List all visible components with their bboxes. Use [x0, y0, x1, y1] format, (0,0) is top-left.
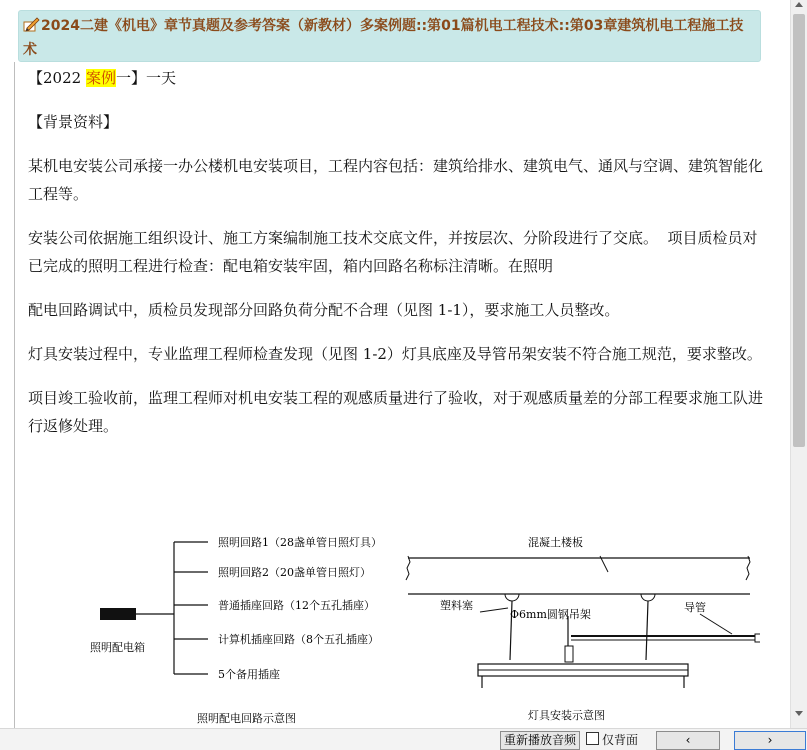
replay-audio-button[interactable]: 重新播放音频 [500, 731, 580, 750]
circuit-label: 5个备用插座 [218, 668, 280, 681]
hanger-label: Φ6mm圆钢吊架 [510, 608, 591, 621]
vertical-scrollbar[interactable] [790, 0, 807, 728]
figure1-caption: 照明配电回路示意图 [197, 712, 296, 725]
scroll-thumb[interactable] [793, 14, 805, 447]
bg-only-label: 仅背面 [602, 733, 639, 747]
section-label: 【背景资料】 [28, 113, 119, 131]
paragraph: 灯具安装过程中，专业监理工程师检查发现（见图 1-2）灯具底座及导管吊架安装不符合施工规范，要求整改。 [28, 345, 762, 363]
box-label: 照明配电箱 [90, 641, 145, 654]
circuit-label: 普通插座回路（12个五孔插座） [218, 599, 375, 612]
paragraph: 某机电安装公司承接一办公楼机电安装项目，工程内容包括：建筑给排水、建筑电气、通风与空调、建筑智能化工程等。 [28, 157, 764, 203]
prev-button[interactable]: ‹ [656, 731, 720, 750]
bg-only-toggle[interactable] [586, 731, 638, 750]
figure-area [60, 518, 760, 728]
distribution-box [100, 608, 136, 620]
circuit-label: 照明回路1（28盏单管日照灯具） [218, 536, 382, 549]
case-header [28, 64, 768, 92]
pencil-icon [23, 16, 40, 31]
circuit-label: 照明回路2（20盏单管日照灯） [218, 566, 371, 579]
paragraph: 安装公司依据施工组织设计、施工方案编制施工技术交底文件，并按层次、分阶段进行了交底。 项目质检员对已完成的照明工程进行检查：配电箱安装牢固，箱内回路名称标注清晰。在照明 [28, 229, 758, 275]
circuit-diagram [90, 535, 382, 725]
case-header-close: 一】一天 [115, 69, 176, 87]
left-border [14, 62, 15, 728]
page-title: 2024二建《机电》章节真题及参考答案（新教材）多案例题::第01篇机电工程技术::第03章建筑机电工程施工技术 [23, 18, 744, 58]
next-button[interactable]: › [734, 731, 806, 750]
checkbox-icon[interactable] [586, 732, 599, 745]
content-area [28, 64, 768, 440]
case-header-open: 【2022 [28, 69, 86, 87]
slab-label: 混凝土楼板 [528, 536, 583, 549]
circuit-label: 计算机插座回路（8个五孔插座） [218, 633, 379, 646]
scroll-down-arrow-icon[interactable] [795, 711, 803, 716]
case-highlight: 案例 [85, 69, 116, 87]
scroll-up-arrow-icon[interactable] [795, 2, 803, 7]
bottom-toolbar [0, 728, 807, 750]
figure2-caption: 灯具安装示意图 [528, 709, 605, 722]
lamp-installation-diagram [406, 535, 760, 722]
paragraph: 项目竣工验收前，监理工程师对机电安装工程的观感质量进行了验收，对于观感质量差的分部工程要求施工队进行返修处理。 [28, 389, 764, 435]
paragraph: 配电回路调试中，质检员发现部分回路负荷分配不合理（见图 1-1），要求施工人员整改。 [28, 301, 620, 319]
conduit-label: 导管 [684, 601, 706, 614]
plug-label: 塑料塞 [440, 599, 473, 612]
title-bar [18, 10, 761, 62]
